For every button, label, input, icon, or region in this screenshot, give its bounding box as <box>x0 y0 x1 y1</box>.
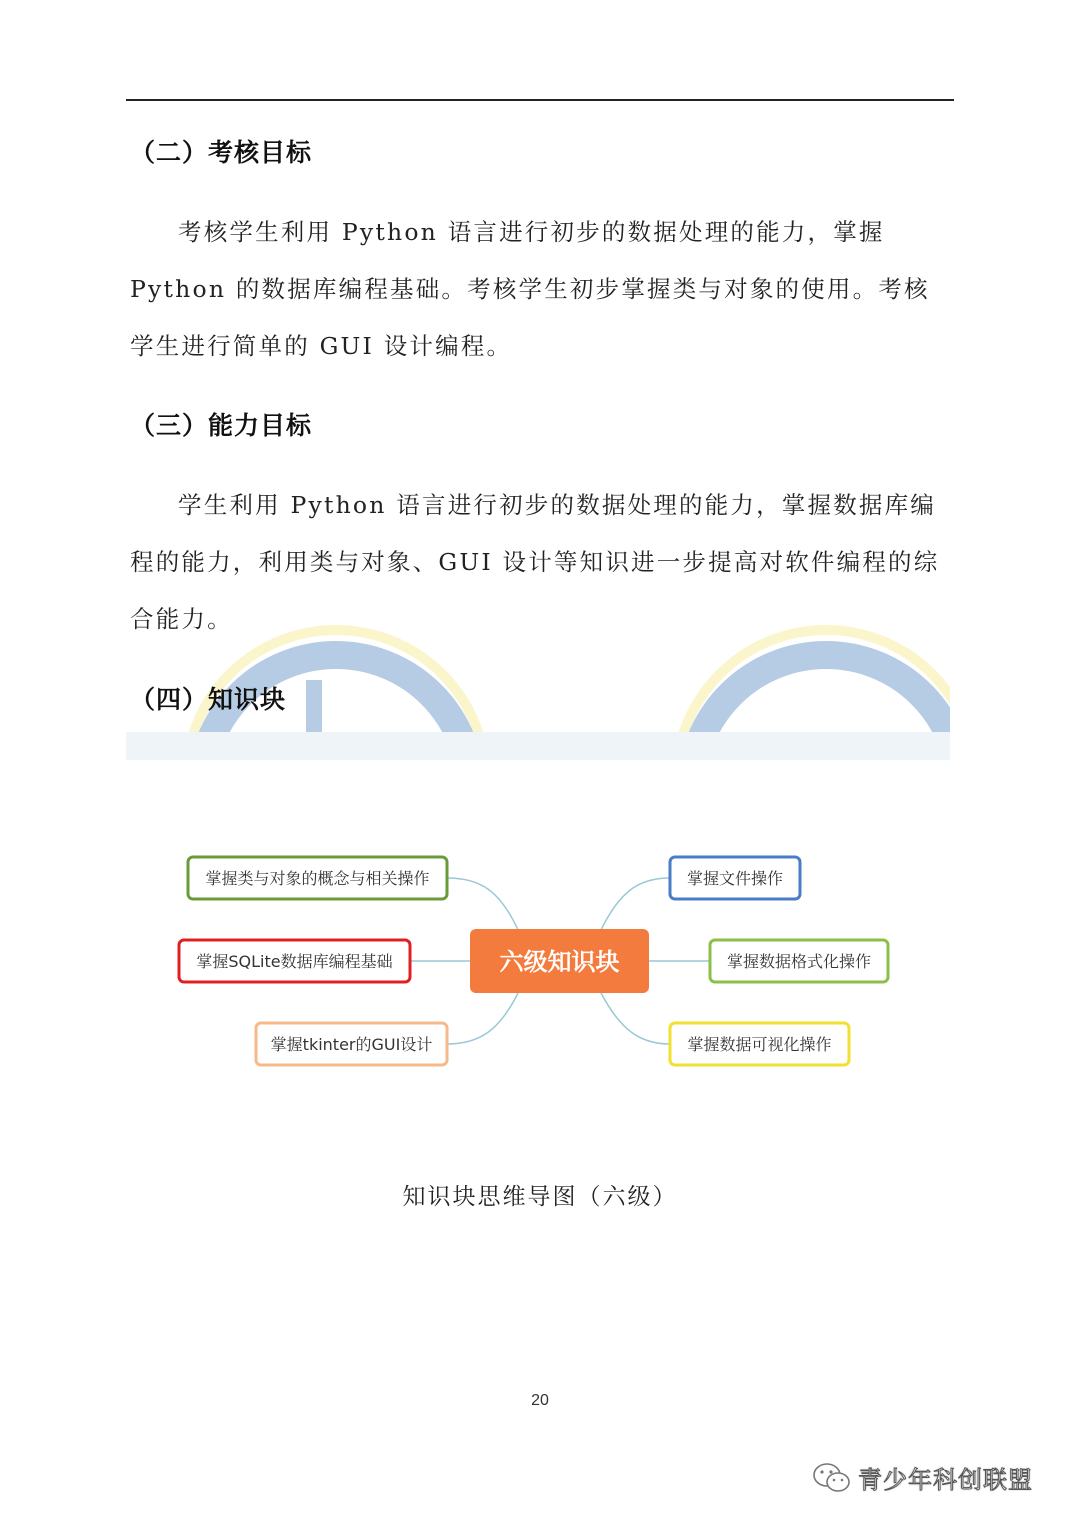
figure-caption: 知识块思维导图（六级） <box>402 1184 678 1210</box>
wechat-icon <box>812 1461 852 1495</box>
center-node-label: 六级知识块 <box>499 948 620 976</box>
connector-line <box>600 991 670 1044</box>
section-heading-assessment-goals: （二）考核目标 <box>130 138 313 167</box>
assessment-goals-paragraph: 考核学生利用 Python 语言进行初步的数据处理的能力，掌握 Python 的数据库编程基础。考核学生初步掌握类与对象的使用。考核学生进行简单的 GUI 设计编程。 <box>130 218 930 360</box>
mindmap-node <box>188 857 447 899</box>
node-label: 掌握文件操作 <box>686 869 784 888</box>
connector-line <box>447 991 519 1044</box>
brand-name: 青少年科创联盟 <box>858 1466 1033 1494</box>
connector-line <box>447 878 519 932</box>
page-number: 20 <box>531 1392 549 1409</box>
section-heading-knowledge-blocks: （四）知识块 <box>130 685 287 714</box>
mindmap-node <box>670 1023 849 1065</box>
mindmap-node <box>670 857 800 899</box>
mindmap-node <box>179 940 410 982</box>
mindmap-center-node <box>470 929 649 993</box>
section-heading-ability-goals: （三）能力目标 <box>130 411 313 440</box>
node-label: 掌握类与对象的概念与相关操作 <box>205 869 430 888</box>
brand-watermark <box>812 1460 1033 1495</box>
connector-line <box>600 878 670 932</box>
node-label: 掌握数据可视化操作 <box>687 1035 832 1054</box>
node-label: 掌握SQLite数据库编程基础 <box>196 952 393 971</box>
ability-goals-paragraph: 学生利用 Python 语言进行初步的数据处理的能力，掌握数据库编程的能力，利用类与对象、GUI 设计等知识进一步提高对软件编程的综合能力。 <box>130 491 940 633</box>
mindmap-node <box>256 1023 447 1065</box>
node-label: 掌握数据格式化操作 <box>726 952 872 971</box>
mindmap-node <box>710 940 888 982</box>
node-label: 掌握tkinter的GUI设计 <box>270 1035 433 1054</box>
